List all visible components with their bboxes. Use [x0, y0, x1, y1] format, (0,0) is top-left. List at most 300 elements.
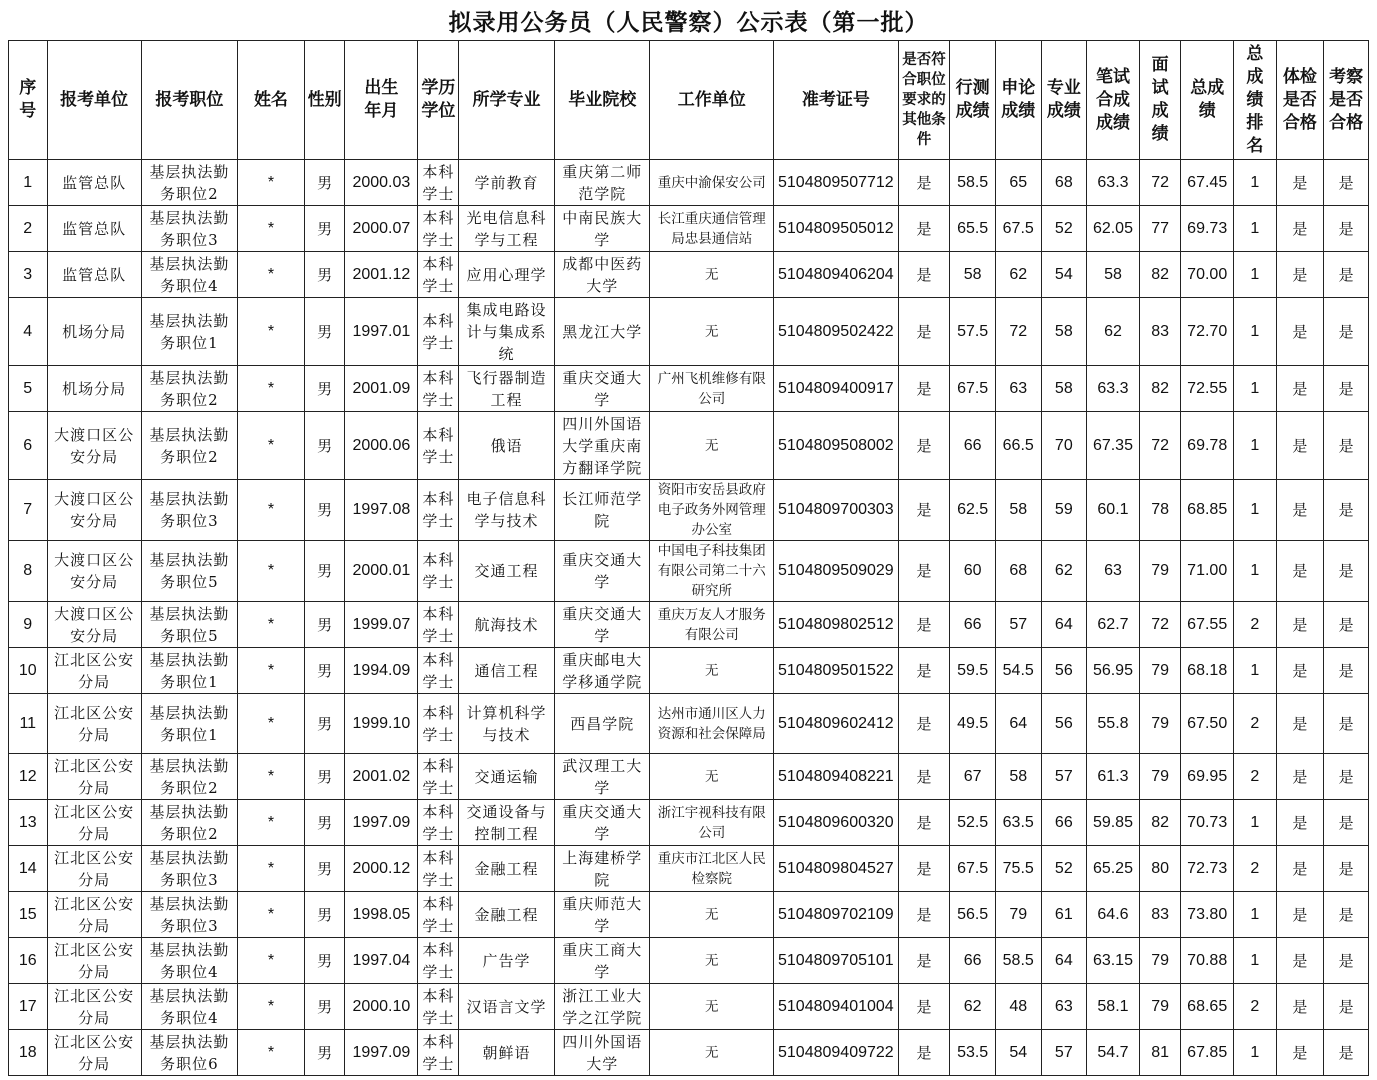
- cell-gender: 男: [304, 412, 345, 480]
- cell-written: 62: [1087, 298, 1140, 366]
- cell-name: *: [238, 984, 305, 1030]
- cell-exam-id: 5104809804527: [774, 846, 899, 892]
- cell-other: 是: [898, 846, 950, 892]
- cell-edu: 本科学士: [418, 298, 459, 366]
- cell-pro: 64: [1041, 938, 1087, 984]
- cell-school: 重庆第二师范学院: [555, 160, 650, 206]
- cell-physical: 是: [1276, 938, 1324, 984]
- cell-shenlun: 48: [995, 984, 1041, 1030]
- header-rank: 总成绩排名: [1234, 41, 1277, 160]
- header-total: 总成绩: [1181, 41, 1234, 160]
- cell-gender: 男: [304, 846, 345, 892]
- header-work: 工作单位: [650, 41, 774, 160]
- cell-shenlun: 67.5: [995, 206, 1041, 252]
- cell-name: *: [238, 252, 305, 298]
- cell-work: 资阳市安岳县政府电子政务外网管理办公室: [650, 480, 774, 541]
- cell-rank: 1: [1234, 206, 1277, 252]
- cell-xingce: 58: [950, 252, 996, 298]
- cell-other: 是: [898, 160, 950, 206]
- cell-total: 73.80: [1181, 892, 1234, 938]
- cell-birth: 1998.05: [345, 892, 418, 938]
- cell-school: 武汉理工大学: [555, 754, 650, 800]
- cell-gender: 男: [304, 480, 345, 541]
- cell-other: 是: [898, 984, 950, 1030]
- cell-seq: 11: [9, 694, 48, 754]
- cell-written: 58.1: [1087, 984, 1140, 1030]
- cell-physical: 是: [1276, 800, 1324, 846]
- cell-physical: 是: [1276, 160, 1324, 206]
- cell-unit: 江北区公安分局: [47, 846, 141, 892]
- cell-shenlun: 58: [995, 480, 1041, 541]
- cell-exam-id: 5104809409722: [774, 1030, 899, 1076]
- cell-major: 汉语言文学: [458, 984, 554, 1030]
- cell-birth: 1994.09: [345, 648, 418, 694]
- cell-exam-id: 5104809501522: [774, 648, 899, 694]
- cell-xingce: 53.5: [950, 1030, 996, 1076]
- cell-total: 71.00: [1181, 541, 1234, 602]
- cell-shenlun: 68: [995, 541, 1041, 602]
- cell-position: 基层执法勤务职位1: [141, 648, 237, 694]
- header-other: 是否符合职位要求的其他条件: [898, 41, 950, 160]
- cell-written: 55.8: [1087, 694, 1140, 754]
- cell-position: 基层执法勤务职位4: [141, 252, 237, 298]
- cell-other: 是: [898, 938, 950, 984]
- cell-physical: 是: [1276, 984, 1324, 1030]
- cell-shenlun: 63: [995, 366, 1041, 412]
- cell-interview: 79: [1139, 648, 1181, 694]
- cell-school: 重庆工商大学: [555, 938, 650, 984]
- cell-xingce: 56.5: [950, 892, 996, 938]
- cell-birth: 2000.06: [345, 412, 418, 480]
- cell-shenlun: 62: [995, 252, 1041, 298]
- cell-total: 69.73: [1181, 206, 1234, 252]
- cell-seq: 12: [9, 754, 48, 800]
- table-row: [9, 480, 1369, 541]
- cell-inspect: 是: [1324, 754, 1369, 800]
- public-notice-table: [8, 40, 1369, 1076]
- cell-interview: 78: [1139, 480, 1181, 541]
- cell-seq: 1: [9, 160, 48, 206]
- cell-edu: 本科学士: [418, 846, 459, 892]
- cell-shenlun: 72: [995, 298, 1041, 366]
- cell-birth: 2001.12: [345, 252, 418, 298]
- cell-pro: 68: [1041, 160, 1087, 206]
- cell-physical: 是: [1276, 206, 1324, 252]
- cell-inspect: 是: [1324, 206, 1369, 252]
- cell-gender: 男: [304, 252, 345, 298]
- cell-seq: 16: [9, 938, 48, 984]
- header-edu: 学历学位: [418, 41, 459, 160]
- cell-position: 基层执法勤务职位5: [141, 602, 237, 648]
- cell-school: 重庆交通大学: [555, 800, 650, 846]
- header-exam-id: 准考证号: [774, 41, 899, 160]
- cell-name: *: [238, 938, 305, 984]
- table-row: [9, 892, 1369, 938]
- cell-exam-id: 5104809602412: [774, 694, 899, 754]
- cell-total: 69.95: [1181, 754, 1234, 800]
- cell-name: *: [238, 892, 305, 938]
- cell-interview: 82: [1139, 800, 1181, 846]
- cell-gender: 男: [304, 648, 345, 694]
- cell-work: 无: [650, 252, 774, 298]
- cell-xingce: 60: [950, 541, 996, 602]
- cell-work: 无: [650, 412, 774, 480]
- cell-pro: 66: [1041, 800, 1087, 846]
- cell-interview: 83: [1139, 892, 1181, 938]
- cell-major: 集成电路设计与集成系统: [458, 298, 554, 366]
- cell-unit: 大渡口区公安分局: [47, 541, 141, 602]
- cell-position: 基层执法勤务职位2: [141, 366, 237, 412]
- cell-other: 是: [898, 694, 950, 754]
- cell-work: 无: [650, 754, 774, 800]
- cell-unit: 监管总队: [47, 160, 141, 206]
- cell-pro: 64: [1041, 602, 1087, 648]
- cell-major: 金融工程: [458, 892, 554, 938]
- cell-written: 63.15: [1087, 938, 1140, 984]
- cell-gender: 男: [304, 298, 345, 366]
- table-row: [9, 412, 1369, 480]
- cell-seq: 2: [9, 206, 48, 252]
- table-row: [9, 846, 1369, 892]
- cell-major: 电子信息科学与技术: [458, 480, 554, 541]
- cell-edu: 本科学士: [418, 694, 459, 754]
- cell-total: 67.85: [1181, 1030, 1234, 1076]
- cell-name: *: [238, 694, 305, 754]
- cell-edu: 本科学士: [418, 541, 459, 602]
- cell-edu: 本科学士: [418, 892, 459, 938]
- header-inspect: 考察是否合格: [1324, 41, 1369, 160]
- cell-written: 58: [1087, 252, 1140, 298]
- cell-rank: 2: [1234, 602, 1277, 648]
- cell-pro: 63: [1041, 984, 1087, 1030]
- cell-physical: 是: [1276, 648, 1324, 694]
- cell-major: 光电信息科学与工程: [458, 206, 554, 252]
- cell-total: 72.70: [1181, 298, 1234, 366]
- cell-other: 是: [898, 252, 950, 298]
- cell-exam-id: 5104809702109: [774, 892, 899, 938]
- cell-work: 达州市通川区人力资源和社会保障局: [650, 694, 774, 754]
- cell-inspect: 是: [1324, 298, 1369, 366]
- cell-name: *: [238, 160, 305, 206]
- cell-rank: 1: [1234, 252, 1277, 298]
- cell-shenlun: 54: [995, 1030, 1041, 1076]
- cell-gender: 男: [304, 800, 345, 846]
- cell-xingce: 67: [950, 754, 996, 800]
- cell-pro: 54: [1041, 252, 1087, 298]
- cell-major: 计算机科学与技术: [458, 694, 554, 754]
- cell-major: 朝鲜语: [458, 1030, 554, 1076]
- cell-interview: 79: [1139, 694, 1181, 754]
- cell-total: 70.00: [1181, 252, 1234, 298]
- cell-position: 基层执法勤务职位3: [141, 892, 237, 938]
- cell-interview: 80: [1139, 846, 1181, 892]
- cell-total: 68.85: [1181, 480, 1234, 541]
- cell-pro: 62: [1041, 541, 1087, 602]
- cell-seq: 15: [9, 892, 48, 938]
- cell-written: 63: [1087, 541, 1140, 602]
- cell-seq: 3: [9, 252, 48, 298]
- table-row: [9, 648, 1369, 694]
- cell-seq: 6: [9, 412, 48, 480]
- cell-xingce: 66: [950, 412, 996, 480]
- cell-school: 浙江工业大学之江学院: [555, 984, 650, 1030]
- cell-name: *: [238, 754, 305, 800]
- cell-school: 四川外国语大学重庆南方翻译学院: [555, 412, 650, 480]
- cell-major: 交通运输: [458, 754, 554, 800]
- cell-total: 72.55: [1181, 366, 1234, 412]
- cell-interview: 79: [1139, 984, 1181, 1030]
- cell-other: 是: [898, 298, 950, 366]
- header-gender: 性别: [304, 41, 345, 160]
- cell-total: 72.73: [1181, 846, 1234, 892]
- cell-inspect: 是: [1324, 648, 1369, 694]
- cell-birth: 1999.10: [345, 694, 418, 754]
- cell-written: 56.95: [1087, 648, 1140, 694]
- cell-birth: 1997.09: [345, 800, 418, 846]
- cell-exam-id: 5104809507712: [774, 160, 899, 206]
- cell-total: 68.18: [1181, 648, 1234, 694]
- cell-work: 长江重庆通信管理局忠县通信站: [650, 206, 774, 252]
- cell-other: 是: [898, 602, 950, 648]
- cell-name: *: [238, 298, 305, 366]
- cell-unit: 江北区公安分局: [47, 984, 141, 1030]
- cell-major: 交通工程: [458, 541, 554, 602]
- cell-unit: 机场分局: [47, 366, 141, 412]
- cell-xingce: 57.5: [950, 298, 996, 366]
- cell-major: 学前教育: [458, 160, 554, 206]
- cell-gender: 男: [304, 206, 345, 252]
- cell-unit: 大渡口区公安分局: [47, 412, 141, 480]
- table-row: [9, 754, 1369, 800]
- cell-total: 69.78: [1181, 412, 1234, 480]
- cell-edu: 本科学士: [418, 602, 459, 648]
- cell-gender: 男: [304, 1030, 345, 1076]
- table-row: [9, 694, 1369, 754]
- cell-written: 60.1: [1087, 480, 1140, 541]
- cell-position: 基层执法勤务职位4: [141, 938, 237, 984]
- header-birth: 出生年月: [345, 41, 418, 160]
- cell-work: 重庆万友人才服务有限公司: [650, 602, 774, 648]
- cell-written: 63.3: [1087, 160, 1140, 206]
- cell-total: 70.88: [1181, 938, 1234, 984]
- cell-rank: 1: [1234, 412, 1277, 480]
- cell-unit: 江北区公安分局: [47, 1030, 141, 1076]
- cell-edu: 本科学士: [418, 1030, 459, 1076]
- cell-name: *: [238, 412, 305, 480]
- cell-inspect: 是: [1324, 694, 1369, 754]
- cell-rank: 2: [1234, 694, 1277, 754]
- table-row: [9, 206, 1369, 252]
- cell-other: 是: [898, 1030, 950, 1076]
- cell-rank: 1: [1234, 480, 1277, 541]
- header-shenlun: 申论成绩: [995, 41, 1041, 160]
- cell-major: 飞行器制造工程: [458, 366, 554, 412]
- cell-written: 54.7: [1087, 1030, 1140, 1076]
- header-major: 所学专业: [458, 41, 554, 160]
- cell-edu: 本科学士: [418, 754, 459, 800]
- cell-position: 基层执法勤务职位3: [141, 206, 237, 252]
- cell-work: 无: [650, 298, 774, 366]
- cell-exam-id: 5104809502422: [774, 298, 899, 366]
- cell-school: 四川外国语大学: [555, 1030, 650, 1076]
- cell-birth: 2000.10: [345, 984, 418, 1030]
- cell-rank: 1: [1234, 892, 1277, 938]
- cell-school: 黑龙江大学: [555, 298, 650, 366]
- cell-name: *: [238, 602, 305, 648]
- header-written: 笔试合成成绩: [1087, 41, 1140, 160]
- cell-written: 62.7: [1087, 602, 1140, 648]
- cell-interview: 82: [1139, 366, 1181, 412]
- cell-unit: 大渡口区公安分局: [47, 480, 141, 541]
- cell-birth: 1999.07: [345, 602, 418, 648]
- cell-unit: 机场分局: [47, 298, 141, 366]
- cell-school: 中南民族大学: [555, 206, 650, 252]
- cell-edu: 本科学士: [418, 480, 459, 541]
- header-xingce: 行测成绩: [950, 41, 996, 160]
- cell-written: 62.05: [1087, 206, 1140, 252]
- cell-other: 是: [898, 892, 950, 938]
- cell-interview: 79: [1139, 541, 1181, 602]
- cell-work: 无: [650, 892, 774, 938]
- cell-shenlun: 64: [995, 694, 1041, 754]
- header-row: [9, 41, 1369, 160]
- cell-exam-id: 5104809401004: [774, 984, 899, 1030]
- cell-gender: 男: [304, 694, 345, 754]
- cell-other: 是: [898, 206, 950, 252]
- cell-position: 基层执法勤务职位3: [141, 480, 237, 541]
- cell-shenlun: 79: [995, 892, 1041, 938]
- cell-work: 无: [650, 938, 774, 984]
- cell-shenlun: 54.5: [995, 648, 1041, 694]
- cell-xingce: 49.5: [950, 694, 996, 754]
- cell-major: 广告学: [458, 938, 554, 984]
- cell-school: 上海建桥学院: [555, 846, 650, 892]
- cell-work: 重庆中渝保安公司: [650, 160, 774, 206]
- cell-xingce: 67.5: [950, 846, 996, 892]
- cell-xingce: 62.5: [950, 480, 996, 541]
- cell-rank: 2: [1234, 984, 1277, 1030]
- cell-school: 重庆交通大学: [555, 366, 650, 412]
- header-interview: 面试成绩: [1139, 41, 1181, 160]
- cell-physical: 是: [1276, 846, 1324, 892]
- cell-written: 59.85: [1087, 800, 1140, 846]
- cell-xingce: 62: [950, 984, 996, 1030]
- cell-rank: 1: [1234, 648, 1277, 694]
- cell-physical: 是: [1276, 480, 1324, 541]
- cell-school: 重庆师范大学: [555, 892, 650, 938]
- cell-position: 基层执法勤务职位2: [141, 412, 237, 480]
- cell-seq: 5: [9, 366, 48, 412]
- cell-physical: 是: [1276, 1030, 1324, 1076]
- cell-interview: 79: [1139, 754, 1181, 800]
- cell-inspect: 是: [1324, 252, 1369, 298]
- table-body: [9, 160, 1369, 1076]
- cell-interview: 81: [1139, 1030, 1181, 1076]
- cell-written: 67.35: [1087, 412, 1140, 480]
- table-row: [9, 938, 1369, 984]
- cell-school: 重庆邮电大学移通学院: [555, 648, 650, 694]
- cell-pro: 57: [1041, 1030, 1087, 1076]
- cell-work: 无: [650, 1030, 774, 1076]
- cell-gender: 男: [304, 602, 345, 648]
- cell-pro: 57: [1041, 754, 1087, 800]
- cell-major: 俄语: [458, 412, 554, 480]
- cell-xingce: 66: [950, 602, 996, 648]
- cell-edu: 本科学士: [418, 984, 459, 1030]
- table-row: [9, 1030, 1369, 1076]
- cell-seq: 9: [9, 602, 48, 648]
- cell-rank: 1: [1234, 298, 1277, 366]
- cell-interview: 72: [1139, 160, 1181, 206]
- cell-birth: 2000.12: [345, 846, 418, 892]
- cell-inspect: 是: [1324, 800, 1369, 846]
- cell-unit: 大渡口区公安分局: [47, 602, 141, 648]
- cell-edu: 本科学士: [418, 206, 459, 252]
- cell-birth: 2000.01: [345, 541, 418, 602]
- cell-position: 基层执法勤务职位2: [141, 800, 237, 846]
- cell-inspect: 是: [1324, 602, 1369, 648]
- cell-seq: 13: [9, 800, 48, 846]
- cell-rank: 1: [1234, 1030, 1277, 1076]
- cell-school: 重庆交通大学: [555, 541, 650, 602]
- cell-work: 无: [650, 984, 774, 1030]
- cell-interview: 83: [1139, 298, 1181, 366]
- cell-total: 67.45: [1181, 160, 1234, 206]
- cell-total: 67.55: [1181, 602, 1234, 648]
- header-pro: 专业成绩: [1041, 41, 1087, 160]
- cell-major: 金融工程: [458, 846, 554, 892]
- cell-written: 65.25: [1087, 846, 1140, 892]
- cell-interview: 82: [1139, 252, 1181, 298]
- table-row: [9, 366, 1369, 412]
- cell-pro: 58: [1041, 298, 1087, 366]
- cell-name: *: [238, 206, 305, 252]
- cell-gender: 男: [304, 892, 345, 938]
- cell-physical: 是: [1276, 892, 1324, 938]
- cell-other: 是: [898, 754, 950, 800]
- cell-unit: 江北区公安分局: [47, 938, 141, 984]
- cell-unit: 监管总队: [47, 206, 141, 252]
- cell-unit: 江北区公安分局: [47, 800, 141, 846]
- cell-xingce: 67.5: [950, 366, 996, 412]
- cell-exam-id: 5104809700303: [774, 480, 899, 541]
- cell-xingce: 66: [950, 938, 996, 984]
- cell-gender: 男: [304, 754, 345, 800]
- cell-birth: 2001.02: [345, 754, 418, 800]
- cell-birth: 2000.03: [345, 160, 418, 206]
- cell-pro: 61: [1041, 892, 1087, 938]
- cell-unit: 江北区公安分局: [47, 648, 141, 694]
- cell-unit: 监管总队: [47, 252, 141, 298]
- cell-rank: 1: [1234, 160, 1277, 206]
- cell-physical: 是: [1276, 541, 1324, 602]
- cell-edu: 本科学士: [418, 800, 459, 846]
- cell-school: 重庆交通大学: [555, 602, 650, 648]
- cell-birth: 2000.07: [345, 206, 418, 252]
- cell-position: 基层执法勤务职位6: [141, 1030, 237, 1076]
- cell-xingce: 52.5: [950, 800, 996, 846]
- cell-physical: 是: [1276, 298, 1324, 366]
- cell-name: *: [238, 366, 305, 412]
- cell-physical: 是: [1276, 412, 1324, 480]
- cell-inspect: 是: [1324, 412, 1369, 480]
- cell-gender: 男: [304, 366, 345, 412]
- cell-inspect: 是: [1324, 892, 1369, 938]
- cell-pro: 70: [1041, 412, 1087, 480]
- cell-other: 是: [898, 541, 950, 602]
- cell-total: 67.50: [1181, 694, 1234, 754]
- cell-shenlun: 75.5: [995, 846, 1041, 892]
